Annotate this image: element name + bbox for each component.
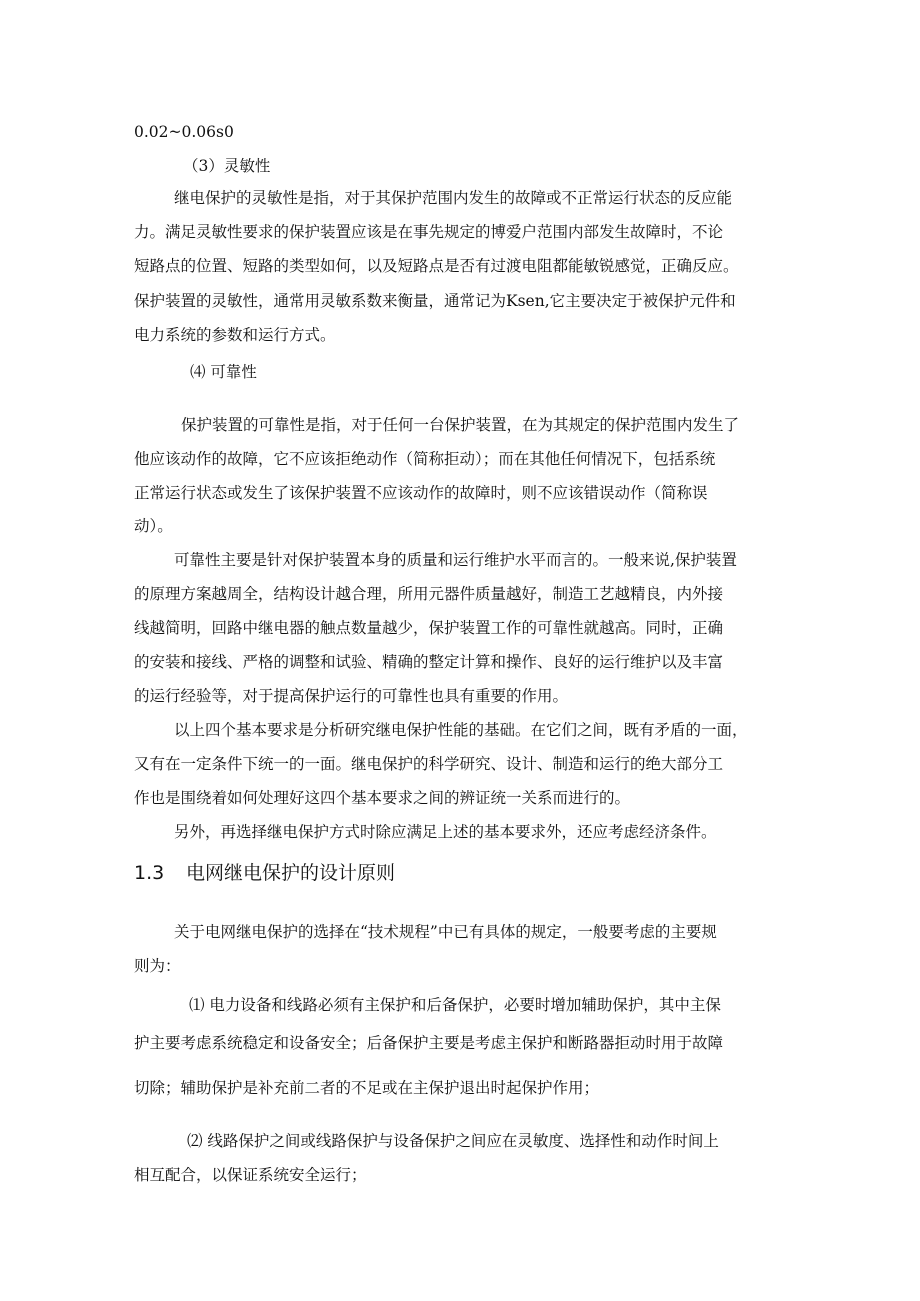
text-line: 关于电网继电保护的选择在“技术规程”中已有具体的规定，一般要考虑的主要规 xyxy=(174,923,717,941)
text-line: 的原理方案越周全，结构设计越合理，所用元器件质量越好，制造工艺越精良，内外接 xyxy=(134,585,724,603)
text-line: 电力系统的参数和运行方式。 xyxy=(134,326,336,344)
text-line: 0.02~0.06s0 xyxy=(134,123,234,141)
list-item-2: ⑵ 线路保护之间或线路保护与设备保护之间应在灵敏度、选择性和动作时间上 xyxy=(187,1132,719,1150)
subsection-label: （3）灵敏性 xyxy=(183,157,271,175)
text-line: 相互配合，以保证系统安全运行； xyxy=(134,1166,367,1184)
text-line: 保护装置的灵敏性，通常用灵敏系数来衡量，通常记为Ksen,它主要决定于被保护元件和 xyxy=(134,292,736,310)
section-title: 电网继电保护的设计原则 xyxy=(186,862,396,884)
section-number: 1.3 xyxy=(134,862,165,884)
text-line: 的运行经验等，对于提高保护运行的可靠性也具有重要的作用。 xyxy=(134,687,569,705)
section-heading xyxy=(134,860,395,886)
text-line: 正常运行状态或发生了该保护装置不应该动作的故障时，则不应该错误动作（简称误 xyxy=(134,484,708,502)
text-line: 则为： xyxy=(134,957,181,975)
text-line: 动）。 xyxy=(134,517,173,535)
text-line: 以上四个基本要求是分析研究继电保护性能的基础。在它们之间，既有矛盾的一面， xyxy=(174,721,748,739)
text-line: 力。满足灵敏性要求的保护装置应该是在事先规定的博爱户范围内部发生故障时，不论 xyxy=(134,223,724,241)
text-line: 可靠性主要是针对保护装置本身的质量和运行维护水平而言的。一般来说,保护装置 xyxy=(174,551,737,569)
text-line: 短路点的位置、短路的类型如何，以及短路点是否有过渡电阻都能敏锐感觉，正确反应。 xyxy=(134,257,739,275)
text-line: 保护装置的可靠性是指，对于任何一台保护装置，在为其规定的保护范围内发生了 xyxy=(181,416,740,434)
text-line: 护主要考虑系统稳定和设备安全；后备保护主要是考虑主保护和断路器拒动时用于故障 xyxy=(134,1034,724,1052)
text-line: 他应该动作的故障，它不应该拒绝动作（简称拒动）；而在其他任何情况下，包括系统 xyxy=(134,450,716,468)
text-line: 另外，再选择继电保护方式时除应满足上述的基本要求外，还应考虑经济条件。 xyxy=(174,823,717,841)
text-line: 切除；辅助保护是补充前二者的不足或在主保护退出时起保护作用； xyxy=(134,1079,600,1097)
text-line: 的安装和接线、严格的调整和试验、精确的整定计算和操作、良好的运行维护以及丰富 xyxy=(134,653,724,671)
list-item-1: ⑴ 电力设备和线路必须有主保护和后备保护，必要时增加辅助保护，其中主保 xyxy=(189,996,721,1014)
text-line: 又有在一定条件下统一的一面。继电保护的科学研究、设计、制造和运行的绝大部分工 xyxy=(134,755,724,773)
text-line: 作也是围绕着如何处理好这四个基本要求之间的辨证统一关系而进行的。 xyxy=(134,789,631,807)
text-line: 线越简明，回路中继电器的触点数量越少，保护装置工作的可靠性就越高。同时，正确 xyxy=(134,619,724,637)
subsection-label: ⑷ 可靠性 xyxy=(190,363,257,381)
text-line: 继电保护的灵敏性是指，对于其保护范围内发生的故障或不正常运行状态的反应能 xyxy=(174,189,733,207)
